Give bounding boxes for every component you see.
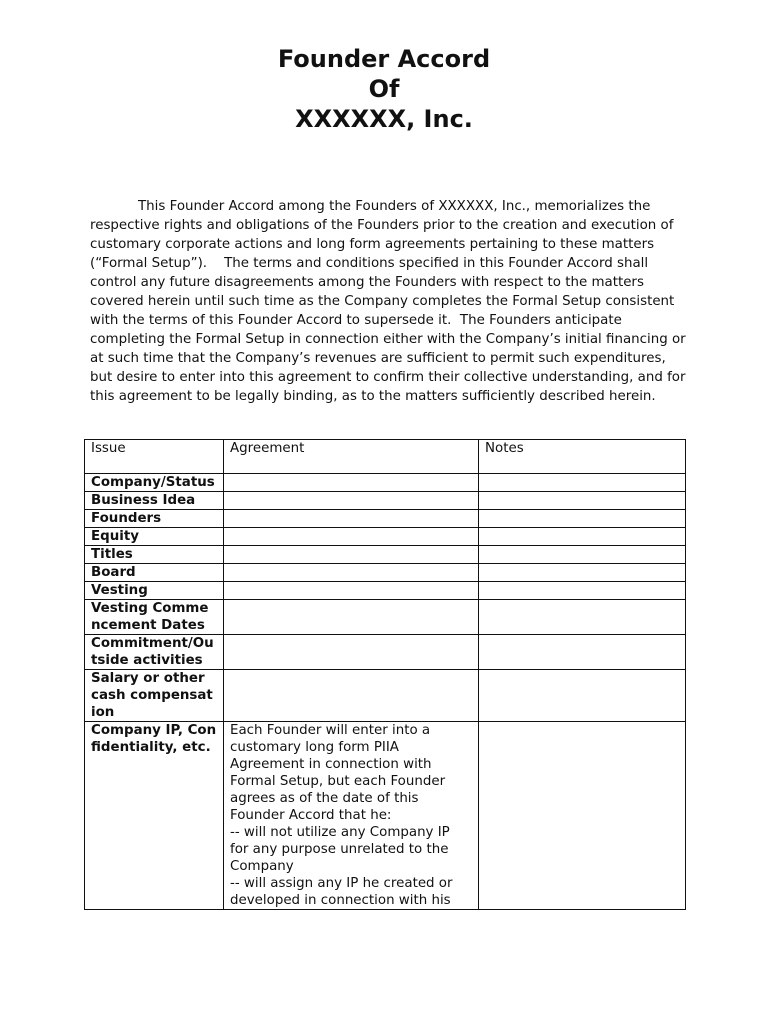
- table-row: [85, 546, 686, 564]
- issue-cell: Business Idea: [85, 492, 224, 510]
- table-header-row: [85, 440, 686, 474]
- agreement-cell: [224, 635, 479, 670]
- issue-cell: Company/Status: [85, 474, 224, 492]
- table-row: [85, 670, 686, 722]
- intro-paragraph: This Founder Accord among the Founders of XXXXXX, Inc., memorializes the respective rights and obligations of the Founders prior to the creation and execution of customary corporate actions and long form agreements pertaining to these matters (“Formal Setup”). The terms and conditions specified in this Founder Accord shall control any future disagreements among the Founders with respect to the matters covered herein until such time as the Company completes the Formal Setup consistent with the terms of this Founder Accord to supersede it. The Founders anticipate completing the Formal Setup in connection either with the Company’s initial financing or at such time that the Company’s revenues are sufficient to permit such expenditures, but desire to enter into this agreement to confirm their collective understanding, and for this agreement to be legally binding, as to the matters sufficiently described herein.: [90, 199, 690, 404]
- issue-cell: Vesting Commencement Dates: [85, 600, 224, 635]
- document-title: [0, 44, 768, 134]
- agreement-cell: [224, 474, 479, 492]
- issue-cell: Vesting: [85, 582, 224, 600]
- agreement-cell: Each Founder will enter into a customary long form PIIA Agreement in connection with Formal Setup, but each Founder agrees as of the date of this Founder Accord that he: -- will not utilize any Company IP for any purpose unrelated to the Company -- will assign any IP he created or developed in connection with his: [224, 722, 479, 910]
- notes-cell: [479, 546, 686, 564]
- agreement-cell: [224, 670, 479, 722]
- notes-cell: [479, 670, 686, 722]
- agreement-cell: [224, 492, 479, 510]
- notes-cell: [479, 510, 686, 528]
- table-row: [85, 722, 686, 910]
- issue-cell: Commitment/Outside activities: [85, 635, 224, 670]
- issue-cell: Equity: [85, 528, 224, 546]
- title-line-2: Of: [368, 75, 400, 103]
- agreement-cell: [224, 600, 479, 635]
- agreement-cell: [224, 528, 479, 546]
- header-agreement: Agreement: [224, 440, 479, 474]
- table-row: [85, 510, 686, 528]
- title-line-1: Founder Accord: [277, 45, 491, 73]
- table-row: [85, 635, 686, 670]
- notes-cell: [479, 722, 686, 910]
- founder-accord-table: [84, 439, 686, 910]
- agreement-cell: [224, 564, 479, 582]
- table-row: [85, 492, 686, 510]
- notes-cell: [479, 528, 686, 546]
- table-row: [85, 528, 686, 546]
- title-line-3: XXXXXX, Inc.: [295, 105, 473, 133]
- header-issue: Issue: [85, 440, 224, 474]
- table-row: [85, 474, 686, 492]
- notes-cell: [479, 564, 686, 582]
- notes-cell: [479, 582, 686, 600]
- notes-cell: [479, 492, 686, 510]
- header-notes: Notes: [479, 440, 686, 474]
- issue-cell: Salary or other cash compensation: [85, 670, 224, 722]
- issue-cell: Titles: [85, 546, 224, 564]
- issue-cell: Founders: [85, 510, 224, 528]
- notes-cell: [479, 635, 686, 670]
- agreement-cell: [224, 582, 479, 600]
- agreement-cell: [224, 546, 479, 564]
- notes-cell: [479, 474, 686, 492]
- issue-cell: Company IP, Confidentiality, etc.: [85, 722, 224, 910]
- notes-cell: [479, 600, 686, 635]
- table-row: [85, 600, 686, 635]
- agreement-cell: [224, 510, 479, 528]
- table-row: [85, 582, 686, 600]
- issue-cell: Board: [85, 564, 224, 582]
- table-row: [85, 564, 686, 582]
